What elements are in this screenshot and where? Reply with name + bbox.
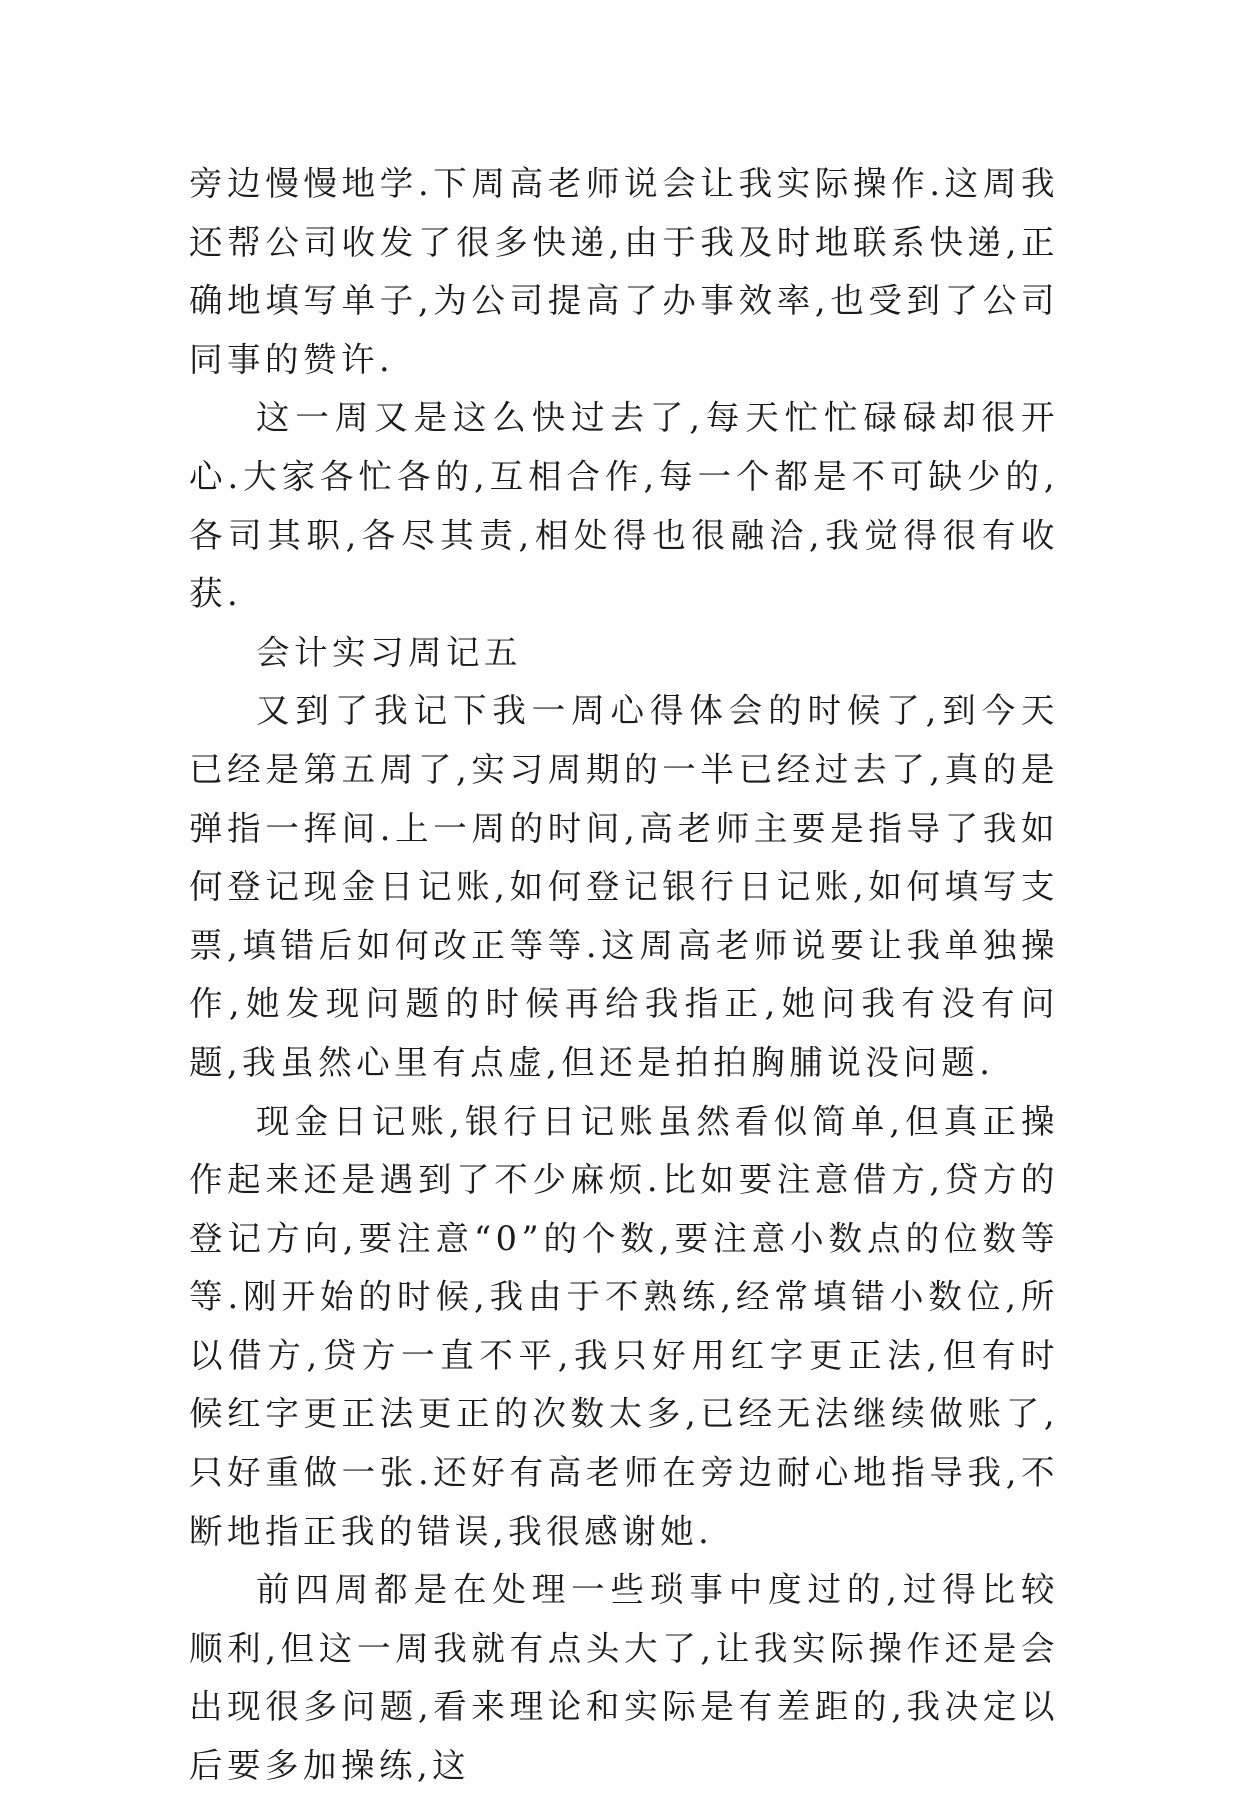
paragraph-continued: 旁边慢慢地学.下周高老师说会让我实际操作.这周我还帮公司收发了很多快递,由于我及时地联系快递,正确地填写单子,为公司提高了办事效率,也受到了公司同事的赞许. (189, 164, 1059, 379)
paragraph: 前四周都是在处理一些琐事中度过的,过得比较顺利,但这一周我就有点头大了,让我实际操作还是会出现很多问题,看来理论和实际是有差距的,我决定以后要多加操练,这 (189, 1570, 1059, 1786)
paragraph: 现金日记账,银行日记账虽然看似简单,但真正操作起来还是遇到了不少麻烦.比如要注意借方,贷方的登记方向,要注意“0”的个数,要注意小数点的位数等等.刚开始的时候,我由于不熟练,经常填错小数位,所以借方,贷方一直不平,我只好用红字更正法,但有时候红字更正法更正的次数太多,已经无法继续做账了,只好重做一张.还好有高老师在旁边耐心地指导我,不断地指正我的错误,我很感谢她. (189, 1101, 1060, 1551)
paragraph: 这一周又是这么快过去了,每天忙忙碌碌却很开心.大家各忙各的,互相合作,每一个都是不可缺少的,各司其职,各尽其责,相处得也很融洽,我觉得很有收获. (189, 398, 1059, 614)
section-heading: 会计实习周记五 (256, 632, 522, 672)
document-body (189, 155, 1059, 1796)
paragraph: 又到了我记下我一周心得体会的时候了,到今天已经是第五周了,实习周期的一半已经过去了,真的是弹指一挥间.上一周的时间,高老师主要是指导了我如何登记现金日记账,如何登记银行日记账,如何填写支票,填错后如何改正等等.这周高老师说要让我单独操作,她发现问题的时候再给我指正,她问我有没有问题,我虽然心里有点虚,但还是拍拍胸脯说没问题. (189, 691, 1059, 1082)
